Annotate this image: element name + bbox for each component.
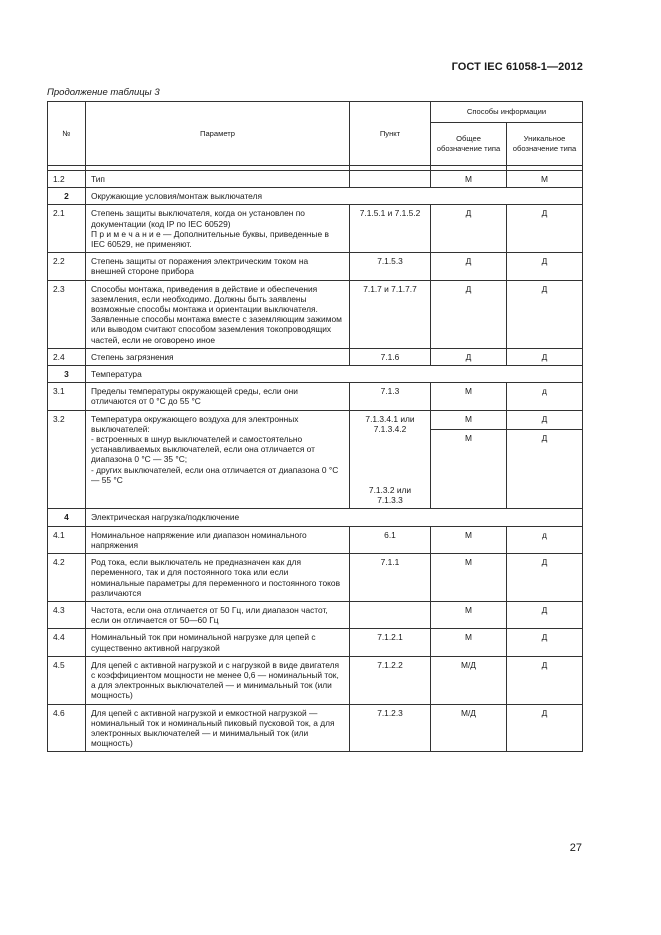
table-row <box>48 205 583 253</box>
row-clause: 7.1.3 <box>350 383 431 410</box>
row-general: М <box>431 601 507 628</box>
row-num: 3.2 <box>48 410 86 509</box>
row-unique: Д <box>507 410 583 429</box>
row-general: М/Д <box>431 704 507 752</box>
table-row <box>48 171 583 188</box>
standard-code: ГОСТ IEC 61058-1—2012 <box>451 61 583 73</box>
table-row <box>48 704 583 752</box>
param-text: Степень защиты выключателя, когда он установлен по документации (код IP по IEC 60529) <box>91 208 305 229</box>
note-text: — Дополнительные буквы, приведенные в IEC 60529, не применяют. <box>91 228 329 250</box>
row-num: 4.3 <box>48 601 86 628</box>
row-clause: 7.1.2.3 <box>350 704 431 752</box>
row-general: М <box>431 526 507 553</box>
page-number: 27 <box>569 842 582 854</box>
note-label: П р и м е ч а н и е <box>91 228 161 239</box>
row-clause <box>350 171 431 188</box>
row-clause <box>350 601 431 628</box>
row-general: М <box>431 171 507 188</box>
row-general: Д <box>431 205 507 253</box>
row-num: 4.1 <box>48 526 86 553</box>
row-clause: 7.1.1 <box>350 554 431 602</box>
table-caption: Продолжение таблицы 3 <box>47 87 160 98</box>
row-clause: 7.1.5.3 <box>350 253 431 280</box>
param-item: - встроенных в шнур выключателей и самостоятельно устанавливаемых выключателей, если она отличается от диапазона 0 °С — 35 °С; <box>91 434 315 465</box>
table-row <box>48 526 583 553</box>
row-param: Частота, если она отличается от 50 Гц, или диапазон частот, если он отличается от 50—60 Гц <box>86 601 350 628</box>
row-unique: Д <box>507 704 583 752</box>
row-general: М <box>431 554 507 602</box>
row-unique: д <box>507 383 583 410</box>
param-text: Температура окружающего воздуха для электронных выключателей: <box>91 413 299 434</box>
param-item: - других выключателей, если она отличается от диапазона 0 °С — 55 °С <box>91 464 339 485</box>
row-general: М <box>431 429 507 509</box>
section-row <box>48 188 583 205</box>
requirements-table <box>47 101 583 752</box>
table-row <box>48 253 583 280</box>
row-num: 2.3 <box>48 280 86 348</box>
row-unique: Д <box>507 205 583 253</box>
table-row <box>48 656 583 704</box>
section-title: Электрическая нагрузка/подключение <box>86 509 583 526</box>
table-row <box>48 383 583 410</box>
row-num: 1.2 <box>48 171 86 188</box>
row-unique: Д <box>507 629 583 656</box>
row-unique: Д <box>507 280 583 348</box>
col-header-clause: Пункт <box>350 102 431 166</box>
col-header-info-group: Способы информации <box>431 102 583 123</box>
row-num: 4.5 <box>48 656 86 704</box>
row-unique: Д <box>507 656 583 704</box>
row-general: Д <box>431 348 507 365</box>
section-title: Окружающие условия/монтаж выключателя <box>86 188 583 205</box>
section-num: 3 <box>48 366 86 383</box>
header-row <box>48 102 583 123</box>
row-param: Способы монтажа, приведения в действие и обеспечения заземления, если необходимо. Должны быть заявлены возможные способы монтажа и ориентации выключателя. Заявленные способы монтажа вместе с заземляющим зажимом или выводом считают способом заземления токопроводящих частей, если не оговорено иное <box>86 280 350 348</box>
col-header-param: Параметр <box>86 102 350 166</box>
row-unique: Д <box>507 429 583 509</box>
row-num: 2.2 <box>48 253 86 280</box>
row-general: М/Д <box>431 656 507 704</box>
row-param <box>86 205 350 253</box>
table-row <box>48 601 583 628</box>
row-general: М <box>431 410 507 429</box>
row-num: 4.6 <box>48 704 86 752</box>
row-unique: М <box>507 171 583 188</box>
section-num: 2 <box>48 188 86 205</box>
row-param <box>86 410 350 509</box>
row-param: Степень загрязнения <box>86 348 350 365</box>
row-num: 4.2 <box>48 554 86 602</box>
row-param: Тип <box>86 171 350 188</box>
row-clause: 7.1.6 <box>350 348 431 365</box>
section-row <box>48 509 583 526</box>
table-row <box>48 280 583 348</box>
row-unique: д <box>507 526 583 553</box>
row-param: Степень защиты от поражения электрическим током на внешней стороне прибора <box>86 253 350 280</box>
row-clause <box>350 410 431 509</box>
row-clause: 7.1.2.1 <box>350 629 431 656</box>
row-param: Род тока, если выключатель не предназначен как для переменного, так и для постоянного тока или если номинальные параметры для переменного и постоянного токов различаются <box>86 554 350 602</box>
table-row <box>48 348 583 365</box>
row-general: Д <box>431 253 507 280</box>
clause-text: 7.1.3.4.1 или 7.1.3.4.2 <box>365 413 415 434</box>
row-clause: 7.1.5.1 и 7.1.5.2 <box>350 205 431 253</box>
row-clause: 7.1.7 и 7.1.7.7 <box>350 280 431 348</box>
row-param: Для цепей с активной нагрузкой и с нагрузкой в виде двигателя с коэффициентом мощности не менее 0,6 — номинальный ток, а для электронных выключателей — и минимальный ток (или мощность) <box>86 656 350 704</box>
row-general: М <box>431 629 507 656</box>
table-row <box>48 554 583 602</box>
row-unique: Д <box>507 601 583 628</box>
section-num: 4 <box>48 509 86 526</box>
row-num: 2.1 <box>48 205 86 253</box>
clause-text: 7.1.3.2 или 7.1.3.3 <box>368 485 412 506</box>
col-header-num: № <box>48 102 86 166</box>
table-row <box>48 410 583 429</box>
row-param: Для цепей с активной нагрузкой и емкостной нагрузкой — номинальный ток и номинальный пиковый пусковой ток, а для электронных выключателей — и минимальный ток (или мощность) <box>86 704 350 752</box>
row-param: Пределы температуры окружающей среды, если они отличаются от 0 °С до 55 °С <box>86 383 350 410</box>
col-header-general: Общее обозначение типа <box>431 123 507 166</box>
row-general: Д <box>431 280 507 348</box>
table-row <box>48 629 583 656</box>
section-row <box>48 366 583 383</box>
row-clause: 6.1 <box>350 526 431 553</box>
row-general: М <box>431 383 507 410</box>
row-num: 2.4 <box>48 348 86 365</box>
row-param: Номинальный ток при номинальной нагрузке для цепей с существенно активной нагрузкой <box>86 629 350 656</box>
col-header-unique: Уникальное обозначение типа <box>507 123 583 166</box>
row-clause: 7.1.2.2 <box>350 656 431 704</box>
row-unique: Д <box>507 253 583 280</box>
row-num: 4.4 <box>48 629 86 656</box>
section-title: Температура <box>86 366 583 383</box>
row-unique: Д <box>507 348 583 365</box>
row-param: Номинальное напряжение или диапазон номинального напряжения <box>86 526 350 553</box>
row-num: 3.1 <box>48 383 86 410</box>
row-unique: Д <box>507 554 583 602</box>
